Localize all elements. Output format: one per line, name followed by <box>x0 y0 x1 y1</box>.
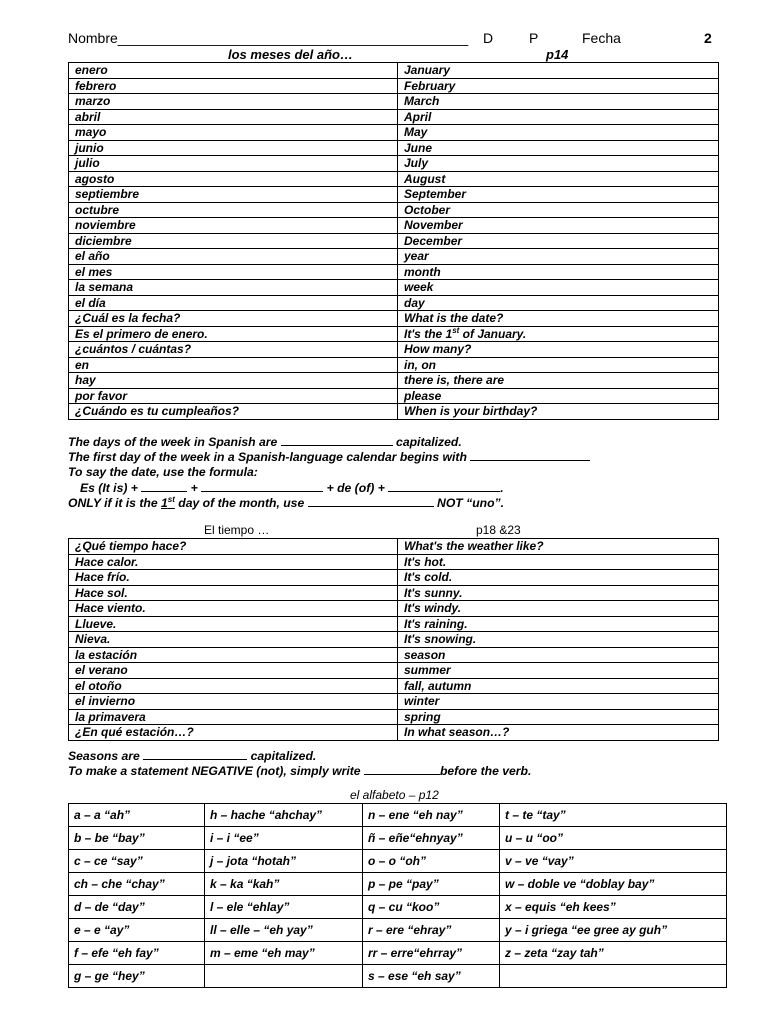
alphabet-row <box>69 804 727 827</box>
table-cell: please <box>398 388 719 404</box>
table-cell: i – i “ee” <box>205 827 363 850</box>
table-cell <box>500 965 727 988</box>
table-cell: Hace viento. <box>69 601 398 617</box>
table-cell: season <box>398 647 719 663</box>
months-row <box>69 280 719 296</box>
table-cell: w – doble ve “doblay bay” <box>500 873 727 896</box>
alphabet-row <box>69 827 727 850</box>
table-cell: m – eme “eh may” <box>205 942 363 965</box>
table-cell: ¿Qué tiempo hace? <box>69 539 398 555</box>
table-cell: When is your birthday? <box>398 404 719 420</box>
table-cell: November <box>398 218 719 234</box>
table-cell: c – ce “say” <box>69 850 205 873</box>
table-cell: spring <box>398 709 719 725</box>
table-cell: July <box>398 156 719 172</box>
table-cell: ¿Cuál es la fecha? <box>69 311 398 327</box>
weather-row <box>69 601 719 617</box>
fill-blank[interactable] <box>141 481 187 492</box>
months-row <box>69 171 719 187</box>
table-cell: n – ene “eh nay” <box>363 804 500 827</box>
table-cell: agosto <box>69 171 398 187</box>
table-cell: day <box>398 295 719 311</box>
months-vocab-table <box>68 62 719 420</box>
table-cell: p – pe “pay” <box>363 873 500 896</box>
table-cell: x – equis “eh kees” <box>500 896 727 919</box>
name-line: Nombre_____________________________________________ <box>68 30 469 46</box>
months-row <box>69 264 719 280</box>
weather-row <box>69 570 719 586</box>
table-cell: e – e “ay” <box>69 919 205 942</box>
weather-row <box>69 616 719 632</box>
table-cell: f – efe “eh fay” <box>69 942 205 965</box>
table-cell: fall, autumn <box>398 678 719 694</box>
ordinal-suffix: st <box>452 326 460 335</box>
months-title: los meses del año… <box>228 47 353 62</box>
table-cell: It's raining. <box>398 616 719 632</box>
table-cell: December <box>398 233 719 249</box>
table-cell: Hace sol. <box>69 585 398 601</box>
table-cell: v – ve “vay” <box>500 850 727 873</box>
alphabet-row <box>69 896 727 919</box>
table-cell: summer <box>398 663 719 679</box>
table-cell <box>205 965 363 988</box>
months-row <box>69 326 719 342</box>
table-cell: a – a “ah” <box>69 804 205 827</box>
months-title-row <box>68 47 718 63</box>
table-cell: Nieva. <box>69 632 398 648</box>
p-label: P <box>529 30 539 46</box>
table-cell: julio <box>69 156 398 172</box>
table-cell: noviembre <box>69 218 398 234</box>
weather-page-ref: p18 &23 <box>476 523 521 537</box>
note-first-day: The first day of the week in a Spanish-language calendar begins with <box>68 450 728 465</box>
table-cell: ¿Cuándo es tu cumpleaños? <box>69 404 398 420</box>
table-cell: What's the weather like? <box>398 539 719 555</box>
months-row <box>69 125 719 141</box>
table-cell: u – u “oo” <box>500 827 727 850</box>
table-cell: el mes <box>69 264 398 280</box>
alphabet-row <box>69 942 727 965</box>
table-cell: ch – che “chay” <box>69 873 205 896</box>
months-row <box>69 404 719 420</box>
table-cell: there is, there are <box>398 373 719 389</box>
table-cell: q – cu “koo” <box>363 896 500 919</box>
months-row <box>69 63 719 79</box>
alphabet-table <box>68 803 727 988</box>
table-cell: ll – elle – “eh yay” <box>205 919 363 942</box>
months-row <box>69 342 719 358</box>
fill-blank[interactable] <box>281 435 393 446</box>
alphabet-row <box>69 965 727 988</box>
alphabet-title: el alfabeto – p12 <box>350 788 439 802</box>
table-cell: year <box>398 249 719 265</box>
table-cell: How many? <box>398 342 719 358</box>
table-cell: week <box>398 280 719 296</box>
table-cell: August <box>398 171 719 187</box>
months-row <box>69 388 719 404</box>
table-cell: el verano <box>69 663 398 679</box>
weather-row <box>69 663 719 679</box>
note-days-capitalized: The days of the week in Spanish are capitalized. <box>68 435 462 449</box>
table-cell: la estación <box>69 647 398 663</box>
table-cell: It's windy. <box>398 601 719 617</box>
table-cell: k – ka “kah” <box>205 873 363 896</box>
table-cell: March <box>398 94 719 110</box>
months-row <box>69 249 719 265</box>
weather-title-row <box>68 523 718 539</box>
weather-row <box>69 632 719 648</box>
table-cell: j – jota “hotah” <box>205 850 363 873</box>
table-cell: el día <box>69 295 398 311</box>
months-row <box>69 202 719 218</box>
weather-row <box>69 647 719 663</box>
months-row <box>69 156 719 172</box>
table-cell: b – be “bay” <box>69 827 205 850</box>
table-cell: month <box>398 264 719 280</box>
months-row <box>69 187 719 203</box>
table-cell: la semana <box>69 280 398 296</box>
table-cell: May <box>398 125 719 141</box>
table-cell: diciembre <box>69 233 398 249</box>
months-row <box>69 78 719 94</box>
table-cell: marzo <box>69 94 398 110</box>
note-formula: Es (It is) + + + de (of) + . <box>80 480 504 495</box>
fill-blank[interactable] <box>143 749 247 760</box>
note-seasons-capitalized: Seasons are capitalized. <box>68 749 317 763</box>
table-cell: enero <box>69 63 398 79</box>
weather-row <box>69 585 719 601</box>
table-cell: abril <box>69 109 398 125</box>
table-cell: mayo <box>69 125 398 141</box>
weather-row <box>69 554 719 570</box>
table-cell: en <box>69 357 398 373</box>
table-cell: septiembre <box>69 187 398 203</box>
table-cell: d – de “day” <box>69 896 205 919</box>
table-cell: June <box>398 140 719 156</box>
table-cell: It's the 1st of January. <box>398 326 719 342</box>
table-cell: It's hot. <box>398 554 719 570</box>
table-cell: o – o “oh” <box>363 850 500 873</box>
months-row <box>69 94 719 110</box>
table-cell: r – ere “ehray” <box>363 919 500 942</box>
table-cell: l – ele “ehlay” <box>205 896 363 919</box>
fill-blank[interactable] <box>470 450 590 461</box>
table-cell: September <box>398 187 719 203</box>
table-cell: In what season…? <box>398 725 719 741</box>
table-cell: What is the date? <box>398 311 719 327</box>
weather-title: El tiempo … <box>204 523 270 537</box>
table-cell: s – ese “eh say” <box>363 965 500 988</box>
months-row <box>69 311 719 327</box>
table-cell: Hace calor. <box>69 554 398 570</box>
months-page-ref: p14 <box>546 47 569 62</box>
months-row <box>69 109 719 125</box>
table-cell: ñ – eñe“ehnyay” <box>363 827 500 850</box>
fill-blank[interactable] <box>201 481 323 492</box>
months-row <box>69 140 719 156</box>
alphabet-row <box>69 850 727 873</box>
table-cell: la primavera <box>69 709 398 725</box>
alphabet-row <box>69 919 727 942</box>
table-cell: el otoño <box>69 678 398 694</box>
table-cell: Es el primero de enero. <box>69 326 398 342</box>
table-cell: winter <box>398 694 719 710</box>
weather-vocab-table <box>68 538 719 741</box>
table-cell: ¿cuántos / cuántas? <box>69 342 398 358</box>
table-cell: ¿En qué estación…? <box>69 725 398 741</box>
note-first-of-month: ONLY if it is the 1st day of the month, use NOT “uno”. <box>68 494 505 510</box>
table-cell: February <box>398 78 719 94</box>
table-cell: t – te “tay” <box>500 804 727 827</box>
table-cell: hay <box>69 373 398 389</box>
table-cell: It's sunny. <box>398 585 719 601</box>
table-cell: h – hache “ahchay” <box>205 804 363 827</box>
alphabet-row <box>69 873 727 896</box>
table-cell: por favor <box>69 388 398 404</box>
d-label: D <box>483 30 494 46</box>
months-row <box>69 295 719 311</box>
note-negative: To make a statement NEGATIVE (not), simply write before the verb. <box>68 764 532 779</box>
weather-row <box>69 539 719 555</box>
season-notes <box>68 749 728 779</box>
fill-blank[interactable] <box>364 764 440 775</box>
table-cell: Hace frío. <box>69 570 398 586</box>
table-cell: febrero <box>69 78 398 94</box>
table-cell: el año <box>69 249 398 265</box>
table-cell: el invierno <box>69 694 398 710</box>
fecha-label: Fecha <box>582 30 621 46</box>
table-cell: g – ge “hey” <box>69 965 205 988</box>
weather-row <box>69 709 719 725</box>
table-cell: October <box>398 202 719 218</box>
table-cell: January <box>398 63 719 79</box>
table-cell: y – i griega “ee gree ay guh” <box>500 919 727 942</box>
table-cell: It's snowing. <box>398 632 719 648</box>
fill-blank[interactable] <box>308 496 434 507</box>
table-cell: z – zeta “zay tah” <box>500 942 727 965</box>
table-cell: rr – erre“ehrray” <box>363 942 500 965</box>
weather-row <box>69 694 719 710</box>
weather-row <box>69 725 719 741</box>
months-row <box>69 218 719 234</box>
worksheet-header <box>68 30 718 48</box>
table-cell: junio <box>69 140 398 156</box>
table-cell: in, on <box>398 357 719 373</box>
table-cell: It's cold. <box>398 570 719 586</box>
table-cell: April <box>398 109 719 125</box>
note-formula-intro: To say the date, use the formula: <box>68 465 258 480</box>
page-number: 2 <box>704 30 712 46</box>
table-cell: Llueve. <box>69 616 398 632</box>
months-row <box>69 373 719 389</box>
date-notes <box>68 435 728 511</box>
alphabet-title-row <box>68 788 718 804</box>
weather-row <box>69 678 719 694</box>
fill-blank[interactable] <box>388 481 500 492</box>
months-row <box>69 233 719 249</box>
table-cell: octubre <box>69 202 398 218</box>
months-row <box>69 357 719 373</box>
